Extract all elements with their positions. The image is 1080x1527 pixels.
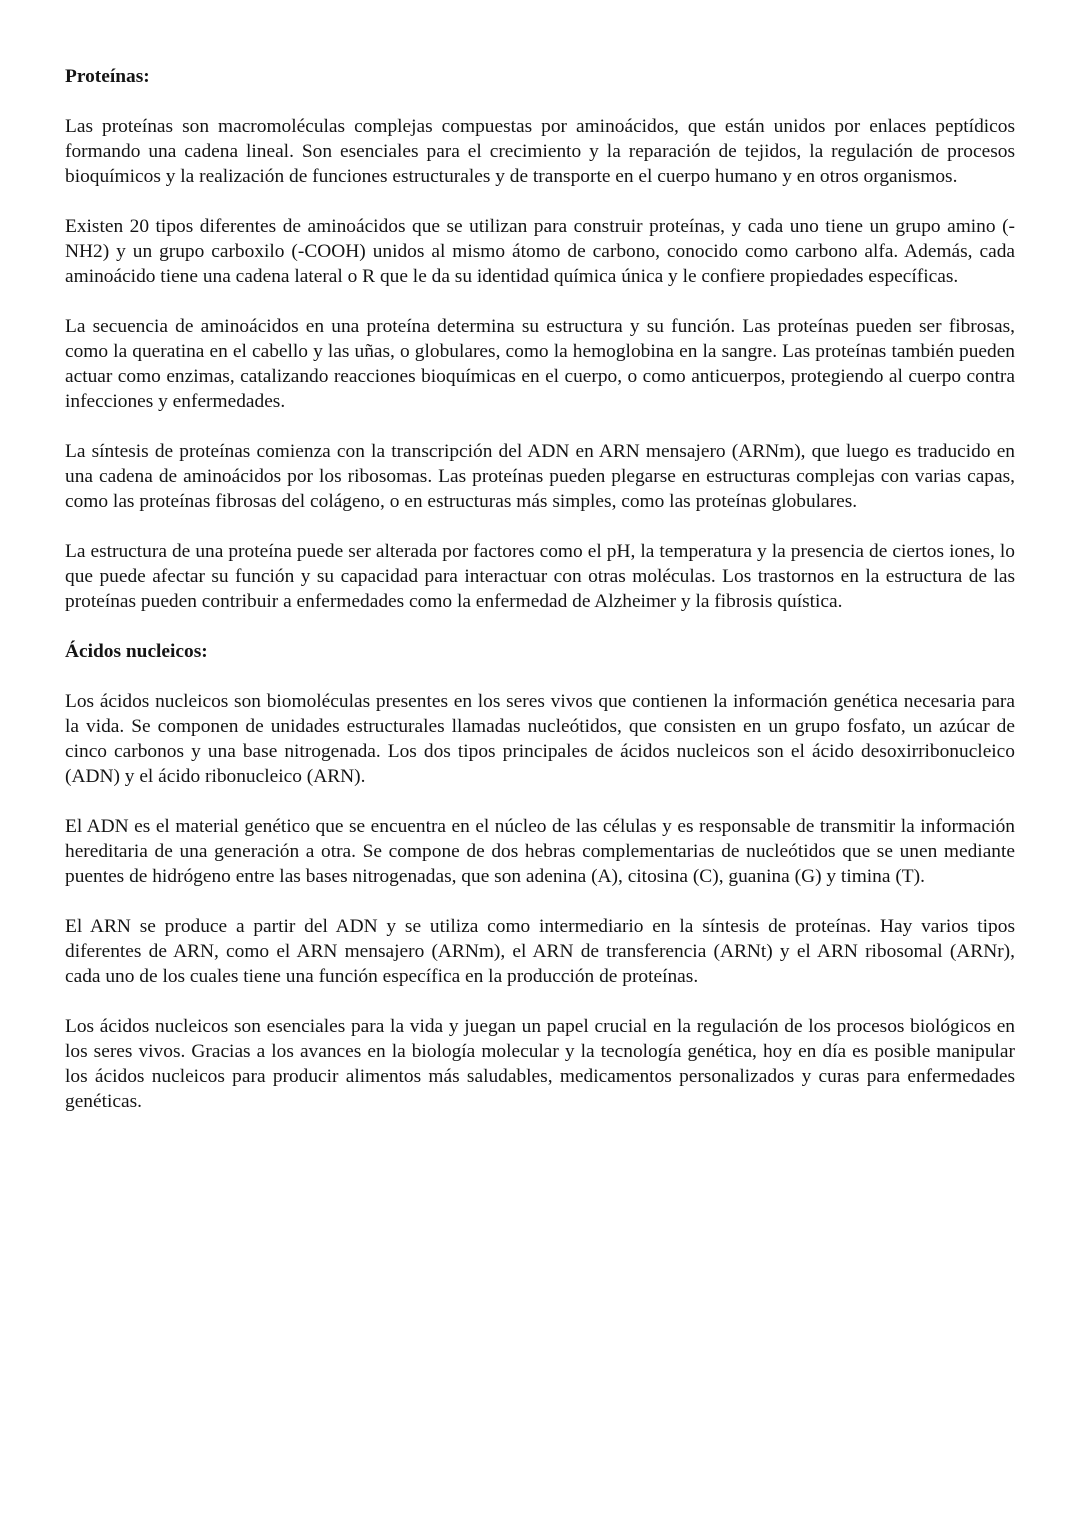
paragraph: Los ácidos nucleicos son esenciales para la vida y juegan un papel crucial en la regulación de los procesos biológicos en los seres vivos. Gracias a los avances en la biología molecular y la tecnología genética, hoy en día es posible manipular los ácidos nucleicos para producir alimentos más saludables, medicamentos personalizados y curas para enfermedades genéticas. [65, 1016, 1015, 1112]
paragraph: La secuencia de aminoácidos en una proteína determina su estructura y su función. Las proteínas pueden ser fibrosas, como la queratina en el cabello y las uñas, o globulares, como la hemoglobina en la sangre. Las proteínas también pueden actuar como enzimas, catalizando reacciones bioquímicas en el cuerpo, o como anticuerpos, protegiendo al cuerpo contra infecciones y enfermedades. [65, 316, 1015, 412]
paragraph: Los ácidos nucleicos son biomoléculas presentes en los seres vivos que contienen la información genética necesaria para la vida. Se componen de unidades estructurales llamadas nucleótidos, que consisten en un grupo fosfato, un azúcar de cinco carbonos y una base nitrogenada. Los dos tipos principales de ácidos nucleicos son el ácido desoxirribonucleico (ADN) y el ácido ribonucleico (ARN). [65, 691, 1015, 787]
paragraph: Existen 20 tipos diferentes de aminoácidos que se utilizan para construir proteínas, y cada uno tiene un grupo amino (-NH2) y un grupo carboxilo (-COOH) unidos al mismo átomo de carbono, conocido como carbono alfa. Además, cada aminoácido tiene una cadena lateral o R que le da su identidad química única y le confiere propiedades específicas. [65, 216, 1015, 287]
section-heading: Proteínas: [65, 66, 150, 87]
paragraph: Las proteínas son macromoléculas complejas compuestas por aminoácidos, que están unidos por enlaces peptídicos formando una cadena lineal. Son esenciales para el crecimiento y la reparación de tejidos, la regulación de procesos bioquímicos y la realización de funciones estructurales y de transporte en el cuerpo humano y en otros organismos. [65, 116, 1015, 187]
document-page [65, 64, 1015, 1114]
section-heading: Ácidos nucleicos: [65, 641, 208, 662]
paragraph: La síntesis de proteínas comienza con la transcripción del ADN en ARN mensajero (ARNm), que luego es traducido en una cadena de aminoácidos por los ribosomas. Las proteínas pueden plegarse en estructuras complejas con varias capas, como las proteínas fibrosas del colágeno, o en estructuras más simples, como las proteínas globulares. [65, 441, 1015, 512]
section-proteinas [65, 64, 1015, 614]
paragraph: La estructura de una proteína puede ser alterada por factores como el pH, la temperatura y la presencia de ciertos iones, lo que puede afectar su función y su capacidad para interactuar con otras moléculas. Los trastornos en la estructura de las proteínas pueden contribuir a enfermedades como la enfermedad de Alzheimer y la fibrosis quística. [65, 541, 1015, 612]
section-acidos-nucleicos [65, 639, 1015, 1114]
paragraph: El ADN es el material genético que se encuentra en el núcleo de las células y es responsable de transmitir la información hereditaria de una generación a otra. Se compone de dos hebras complementarias de nucleótidos que se unen mediante puentes de hidrógeno entre las bases nitrogenadas, que son adenina (A), citosina (C), guanina (G) y timina (T). [65, 816, 1015, 887]
paragraph: El ARN se produce a partir del ADN y se utiliza como intermediario en la síntesis de proteínas. Hay varios tipos diferentes de ARN, como el ARN mensajero (ARNm), el ARN de transferencia (ARNt) y el ARN ribosomal (ARNr), cada uno de los cuales tiene una función específica en la producción de proteínas. [65, 916, 1015, 987]
